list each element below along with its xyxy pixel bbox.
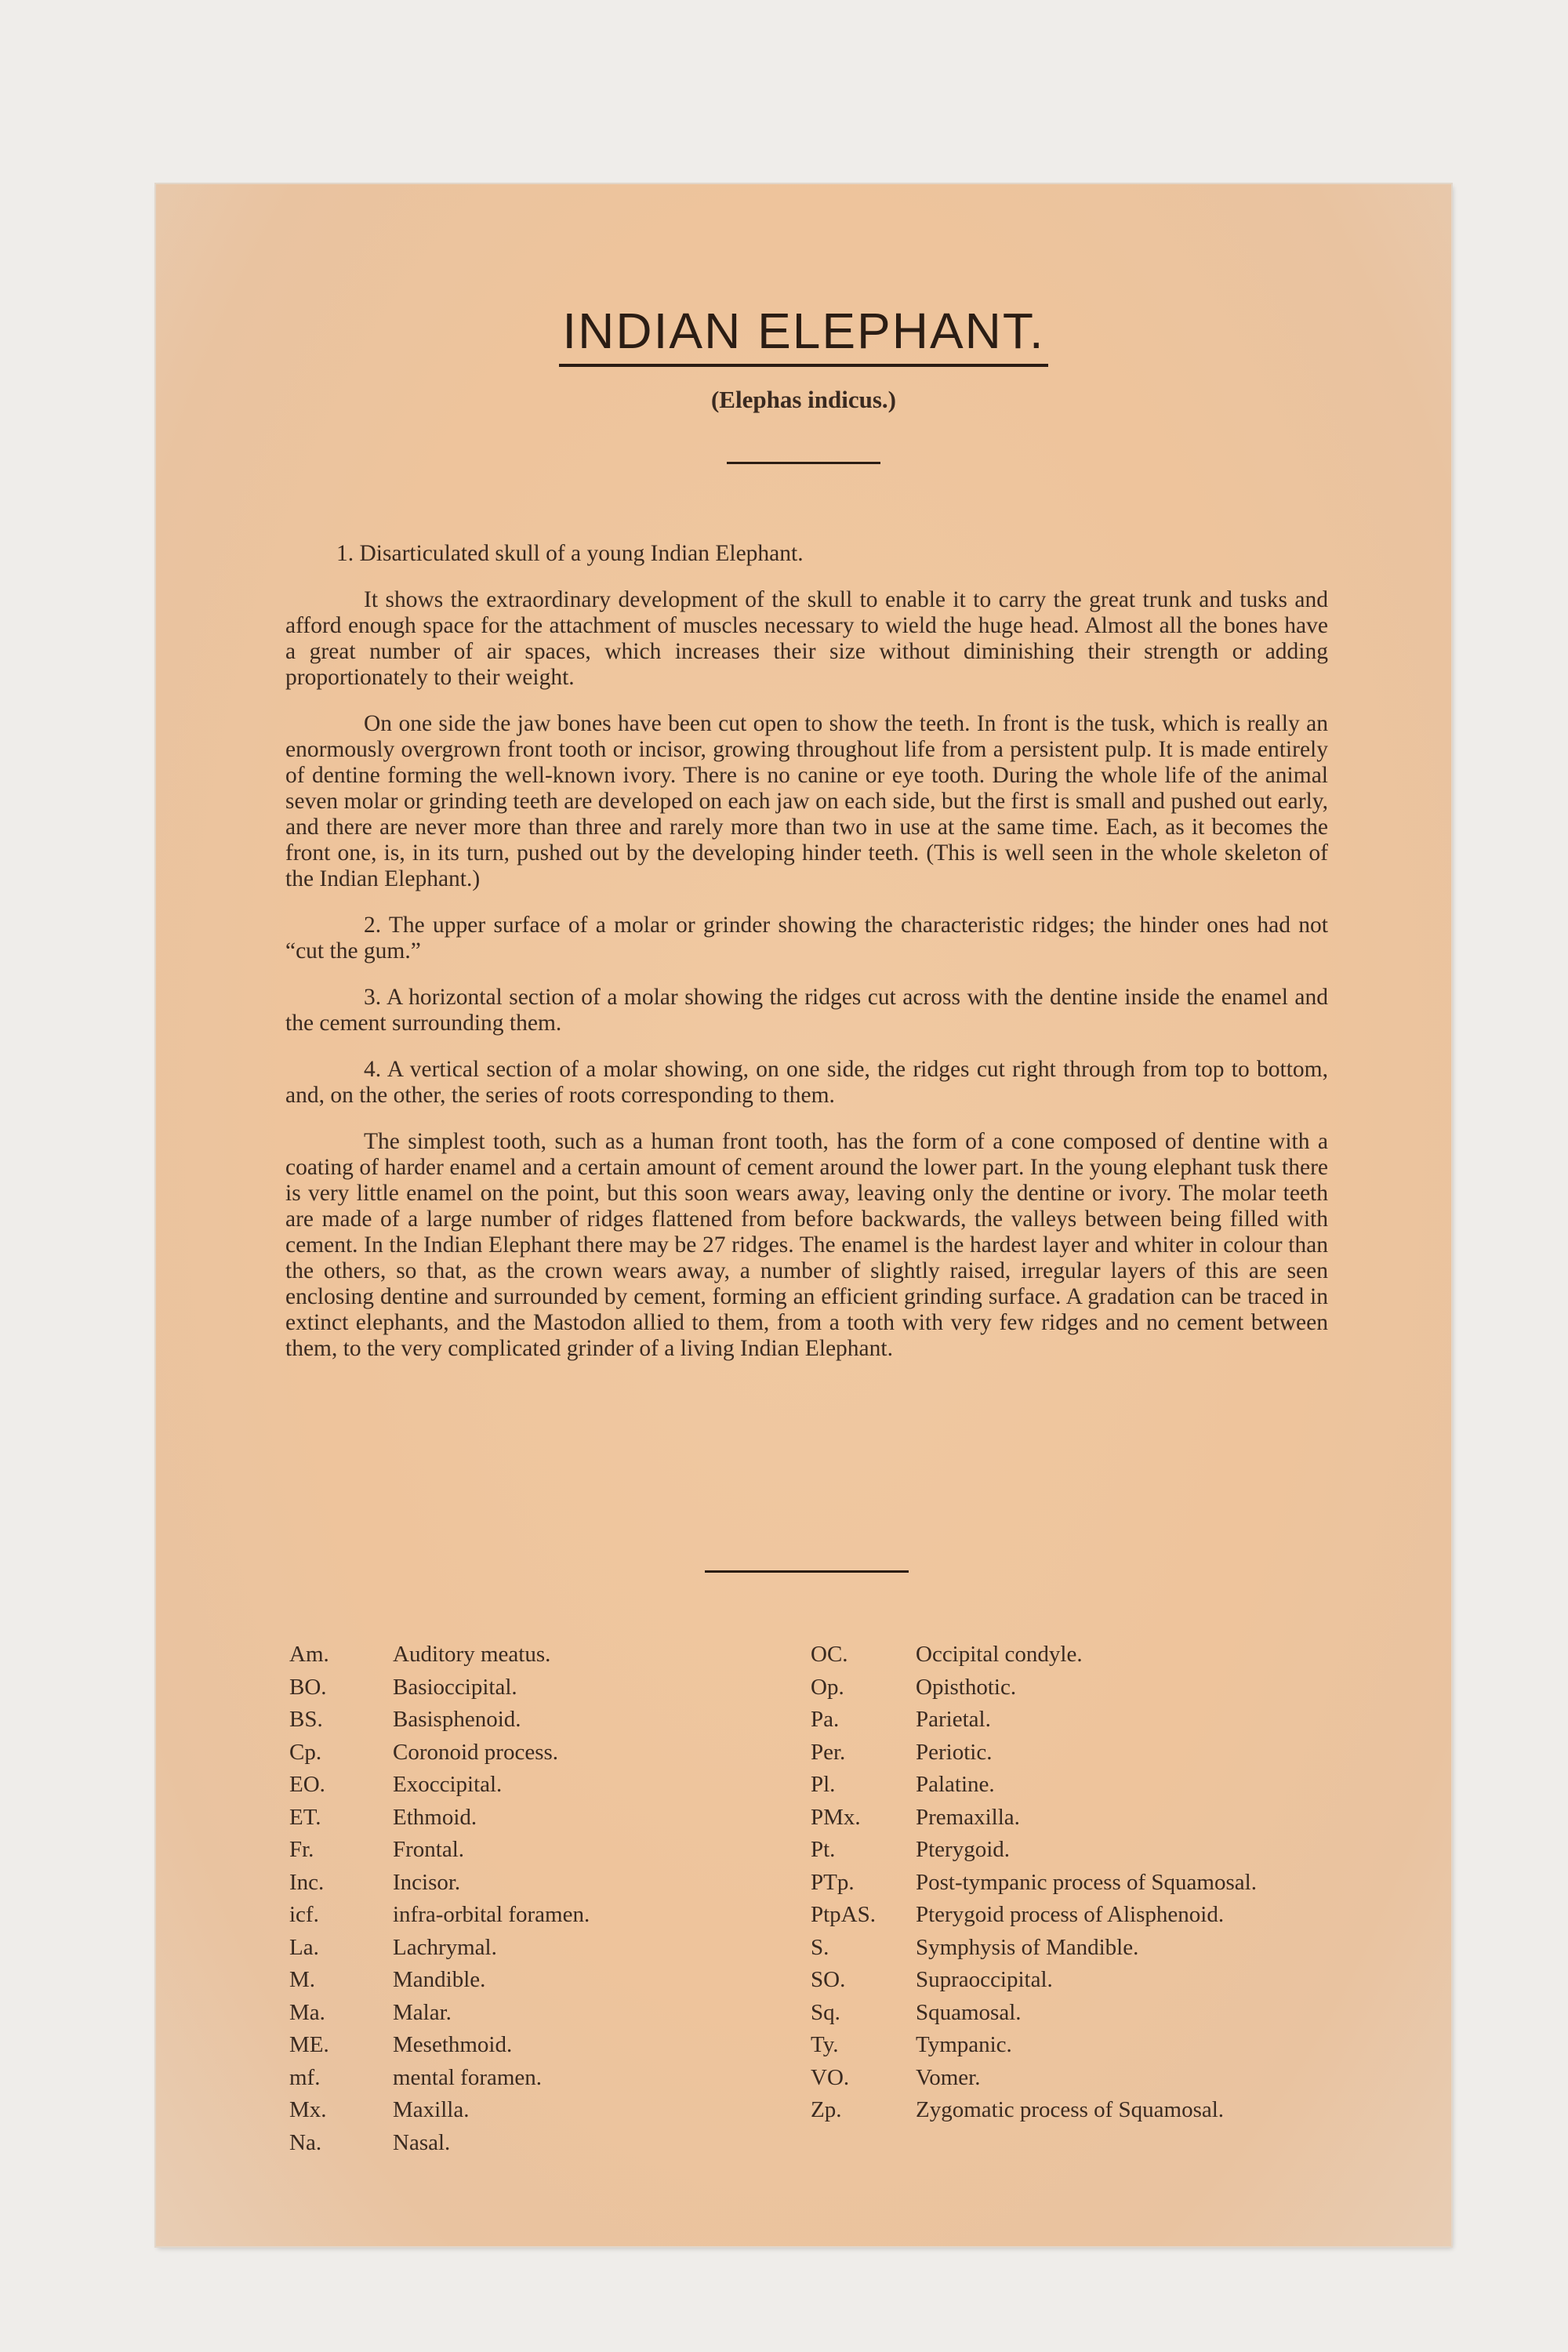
legend-abbreviation: M.: [289, 1967, 316, 1992]
legend-abbreviation: Ty.: [811, 2032, 839, 2057]
legend-term: Pterygoid process of Alisphenoid.: [916, 1902, 1225, 1927]
legend-row: [289, 1769, 590, 1802]
legend-row: [811, 1802, 1257, 1835]
divider-bottom: [705, 1570, 909, 1573]
legend-row: [811, 1997, 1257, 2030]
legend-row: [289, 2094, 590, 2127]
legend-row: [289, 1639, 590, 1671]
legend-term: Ethmoid.: [393, 1804, 477, 1830]
legend-term: Basisphenoid.: [393, 1707, 521, 1732]
legend-row: [811, 2062, 1257, 2095]
legend-abbreviation: Op.: [811, 1674, 844, 1700]
legend-term: Periotic.: [916, 1739, 993, 1765]
legend-abbreviation: VO.: [811, 2064, 850, 2090]
legend-abbreviation: ME.: [289, 2032, 329, 2057]
section-heading-1: 1. Disarticulated skull of a young Indian Elephant.: [336, 541, 804, 566]
legend-abbreviation: Inc.: [289, 1869, 325, 1895]
legend-abbreviation: Zp.: [811, 2097, 842, 2122]
body-text: [285, 541, 1328, 1382]
paragraph: 3. A horizontal section of a molar showing the ridges cut across with the dentine inside the enamel and the cement surrounding them.: [285, 985, 1328, 1036]
paragraph: On one side the jaw bones have been cut open to show the teeth. In front is the tusk, which is really an enormously overgrown front tooth or incisor, growing throughout life from a persistent pulp. It is made entirely of dentine forming the well-known ivory. There is no canine or eye tooth. During the whole life of the animal seven molar or grinding teeth are developed on each jaw on each side, but the first is small and pushed out early, and there are never more than three and rarely more than two in use at the same time. Each, as it becomes the front one, is, in its turn, pushed out by the developing hinder teeth. (This is well seen in the whole skeleton of the Indian Elephant.): [285, 711, 1328, 891]
legend-term: Auditory meatus.: [393, 1642, 551, 1667]
legend-abbreviation: EO.: [289, 1772, 325, 1797]
legend-term: Basioccipital.: [393, 1674, 517, 1700]
legend-row: [811, 2094, 1257, 2127]
legend-term: Mandible.: [393, 1967, 486, 1992]
legend-abbreviation: Pa.: [811, 1707, 840, 1732]
legend-abbreviation: mf.: [289, 2064, 321, 2090]
legend-term: Pterygoid.: [916, 1837, 1011, 1862]
page-title-text: INDIAN ELEPHANT.: [559, 303, 1047, 367]
legend-term: Coronoid process.: [393, 1739, 559, 1765]
paragraph: It shows the extraordinary development of the skull to enable it to carry the great trunk and tusks and afford enough space for the attachment of muscles necessary to wield the huge head. Almost all the bones have a great number of air spaces, which increases their size without diminishing their strength or adding proportionately to their weight.: [285, 587, 1328, 690]
legend-abbreviation: Per.: [811, 1739, 846, 1765]
legend-term: Maxilla.: [393, 2097, 470, 2122]
legend-abbreviation: Ma.: [289, 1999, 325, 2025]
legend-abbreviation: La.: [289, 1934, 319, 1960]
legend-abbreviation: PtpAS.: [811, 1902, 877, 1927]
document-sheet: [156, 184, 1451, 2246]
legend-term: Nasal.: [393, 2129, 451, 2155]
legend-row: [289, 2029, 590, 2062]
legend-abbreviation: Pt.: [811, 1837, 836, 1862]
legend-row: [811, 2029, 1257, 2062]
legend-row: [811, 1639, 1257, 1671]
legend-abbreviation: Cp.: [289, 1739, 322, 1765]
legend-left-column: [289, 1639, 590, 2159]
legend-term: infra-orbital foramen.: [393, 1902, 590, 1927]
legend-row: [811, 1932, 1257, 1965]
legend-abbreviation: OC.: [811, 1642, 848, 1667]
legend-abbreviation: BO.: [289, 1674, 327, 1700]
legend-term: Opisthotic.: [916, 1674, 1017, 1700]
paragraph: 4. A vertical section of a molar showing, on one side, the ridges cut right through from top to bottom, and, on the other, the series of roots corresponding to them.: [285, 1057, 1328, 1108]
legend-term: Exoccipital.: [393, 1772, 503, 1797]
legend-abbreviation: Mx.: [289, 2097, 327, 2122]
legend-abbreviation: SO.: [811, 1967, 846, 1992]
page-subtitle: (Elephas indicus.): [710, 386, 896, 413]
legend-row: [811, 1867, 1257, 1900]
legend-row: [289, 1737, 590, 1769]
legend-row: [811, 1704, 1257, 1737]
legend-row: [289, 2127, 590, 2160]
legend-term: Squamosal.: [916, 1999, 1022, 2025]
legend-row: [289, 1932, 590, 1965]
legend-term: Occipital condyle.: [916, 1642, 1083, 1667]
legend-term: Post-tympanic process of Squamosal.: [916, 1869, 1257, 1895]
legend-row: [811, 1899, 1257, 1932]
legend-row: [289, 2062, 590, 2095]
legend-term: Incisor.: [393, 1869, 461, 1895]
legend-abbreviation: Pl.: [811, 1772, 836, 1797]
legend-abbreviation: PTp.: [811, 1869, 855, 1895]
legend-abbreviation: BS.: [289, 1707, 323, 1732]
legend-term: Mesethmoid.: [393, 2032, 513, 2057]
legend-abbreviation: Am.: [289, 1642, 329, 1667]
legend-row: [811, 1834, 1257, 1867]
legend-abbreviation: Fr.: [289, 1837, 314, 1862]
legend-row: [811, 1671, 1257, 1704]
legend-abbreviation: icf.: [289, 1902, 319, 1927]
legend-row: [289, 1834, 590, 1867]
legend-right-column: [811, 1639, 1257, 2127]
legend-abbreviation: S.: [811, 1934, 829, 1960]
legend-term: Palatine.: [916, 1772, 995, 1797]
legend-row: [289, 1671, 590, 1704]
paragraph: The simplest tooth, such as a human front tooth, has the form of a cone composed of dentine with a coating of harder enamel and a certain amount of cement around the lower part. In the young elephant tusk there is very little enamel on the point, but this soon wears away, leaving only the dentine or ivory. The molar teeth are made of a large number of ridges flattened from before backwards, the valleys between being filled with cement. In the Indian Elephant there may be 27 ridges. The enamel is the hardest layer and whiter in colour than the others, so that, as the crown wears away, a number of slightly raised, irregular layers of this are seen enclosing dentine and surrounded by cement, forming an efficient grinding surface. A gradation can be traced in extinct elephants, and the Mastodon allied to them, from a tooth with very few ridges and no cement between them, to the very complicated grinder of a living Indian Elephant.: [285, 1129, 1328, 1361]
legend-abbreviation: Sq.: [811, 1999, 840, 2025]
legend-term: Symphysis of Mandible.: [916, 1934, 1139, 1960]
legend-term: Parietal.: [916, 1707, 991, 1732]
legend-row: [289, 1899, 590, 1932]
legend-term: Malar.: [393, 1999, 452, 2025]
legend-term: Frontal.: [393, 1837, 465, 1862]
legend-row: [811, 1737, 1257, 1769]
legend-abbreviation: PMx.: [811, 1804, 861, 1830]
legend-term: Tympanic.: [916, 2032, 1012, 2057]
legend-term: Vomer.: [916, 2064, 981, 2090]
legend-term: Lachrymal.: [393, 1934, 497, 1960]
legend-row: [811, 1769, 1257, 1802]
legend-term: Zygomatic process of Squamosal.: [916, 2097, 1225, 2122]
divider-top: [727, 462, 880, 464]
legend-abbreviation: Na.: [289, 2129, 322, 2155]
paragraph: 2. The upper surface of a molar or grinder showing the characteristic ridges; the hinder ones had not “cut the gum.”: [285, 913, 1328, 964]
legend-abbreviation: ET.: [289, 1804, 321, 1830]
legend-row: [289, 1997, 590, 2030]
legend-term: Premaxilla.: [916, 1804, 1020, 1830]
legend-row: [289, 1964, 590, 1997]
legend-row: [289, 1802, 590, 1835]
legend-row: [289, 1867, 590, 1900]
page-title: [156, 302, 1451, 360]
legend-row: [289, 1704, 590, 1737]
legend-term: mental foramen.: [393, 2064, 543, 2090]
legend-term: Supraoccipital.: [916, 1967, 1053, 1992]
legend-row: [811, 1964, 1257, 1997]
